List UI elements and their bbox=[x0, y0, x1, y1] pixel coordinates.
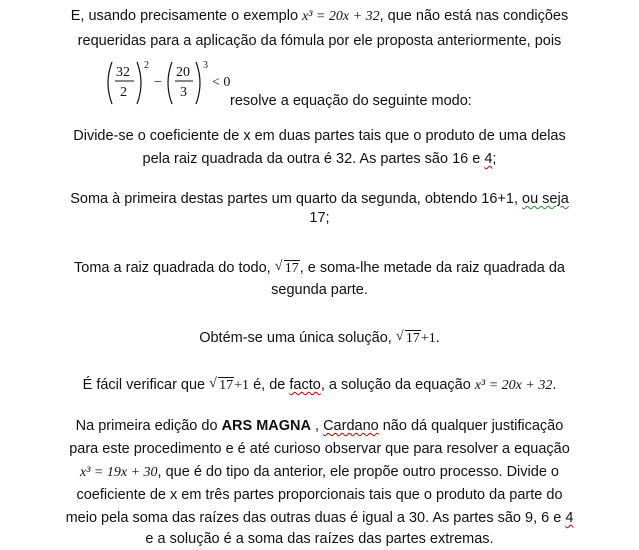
text: , que é do tipo da anterior, ele propõe outro processo. Divide o bbox=[157, 464, 559, 480]
para1-line2 bbox=[0, 151, 639, 168]
line-3 bbox=[230, 93, 472, 110]
para6-line4 bbox=[0, 487, 639, 504]
text: coeficiente de x em três partes proporcionais tais que o produto da parte do bbox=[76, 487, 563, 503]
text: é, de bbox=[253, 377, 286, 393]
den2: 3 bbox=[180, 85, 187, 100]
exp1: 2 bbox=[144, 60, 149, 71]
num2: 20 bbox=[176, 65, 190, 80]
ars-magna-title: ARS MAGNA bbox=[221, 418, 311, 434]
spell-flag-cardano: Cardano bbox=[323, 418, 379, 434]
text: requeridas para a aplicação da fómula por ele proposta anteriormente, pois bbox=[77, 33, 562, 49]
den1: 2 bbox=[120, 85, 127, 100]
text: ; bbox=[492, 151, 497, 167]
text: , que não está nas condições bbox=[379, 8, 569, 24]
spell-flag-4: 4 bbox=[565, 510, 574, 526]
para2-line1 bbox=[0, 191, 639, 208]
text: É fácil verificar que bbox=[82, 377, 206, 393]
text: , a solução da equação bbox=[320, 377, 471, 393]
para4-line bbox=[0, 330, 639, 347]
line-1 bbox=[0, 8, 639, 25]
equation-x3-20x-32: x³ = 20x + 32 bbox=[302, 9, 380, 24]
text: meio pela soma das raízes das outras duas é igual a 30. As partes são 9, 6 e bbox=[65, 510, 562, 526]
text: Na primeira edição do bbox=[75, 418, 218, 434]
para6-line6 bbox=[0, 531, 639, 548]
text: e a solução é a soma das raízes das partes extremas. bbox=[145, 531, 494, 547]
para6-line2 bbox=[0, 441, 639, 458]
para6-line3 bbox=[0, 464, 639, 481]
text: segunda parte. bbox=[271, 282, 368, 298]
text: . bbox=[435, 330, 440, 346]
exp2: 3 bbox=[203, 60, 208, 71]
para3-line1 bbox=[0, 260, 639, 277]
text: Toma a raiz quadrada do todo, bbox=[74, 260, 271, 276]
spell-flag-facto: facto bbox=[289, 377, 321, 393]
spell-flag-4: 4 bbox=[484, 151, 493, 167]
less-than-zero: < 0 bbox=[212, 75, 231, 90]
inequality-svg bbox=[104, 58, 234, 108]
num1: 32 bbox=[116, 65, 130, 80]
text: para este procedimento e é até curioso observar que para resolver a equação bbox=[69, 441, 570, 457]
sqrt-17: √ 17 bbox=[274, 259, 299, 276]
grammar-flag-ou-seja: ou seja bbox=[522, 191, 569, 207]
para6-line5 bbox=[0, 510, 639, 527]
sqrt-17: √ 17 bbox=[209, 376, 234, 393]
text: . bbox=[552, 377, 557, 393]
text: pela raiz quadrada da outra é 32. As partes são 16 e bbox=[142, 151, 481, 167]
para6-line1 bbox=[0, 418, 639, 435]
para5-line bbox=[0, 377, 639, 394]
text: , bbox=[315, 418, 320, 434]
plus-one: +1 bbox=[234, 378, 250, 393]
text: Obtém-se uma única solução, bbox=[199, 330, 392, 346]
para2-line2 bbox=[0, 210, 639, 227]
plus-one: +1 bbox=[420, 331, 436, 346]
equation-x3-20x-32: x³ = 20x + 32 bbox=[474, 378, 553, 393]
text: E, usando precisamente o exemplo bbox=[70, 8, 299, 24]
equation-x3-19x-30: x³ = 19x + 30 bbox=[80, 465, 158, 480]
sqrt-17: √ 17 bbox=[395, 329, 420, 346]
inequality-formula bbox=[104, 58, 234, 108]
text: resolve a equação do seguinte modo: bbox=[230, 93, 472, 109]
text: não dá qualquer justificação bbox=[382, 418, 564, 434]
text: 17; bbox=[309, 210, 330, 226]
text: Soma à primeira destas partes um quarto da segunda, obtendo 16+1, bbox=[70, 191, 518, 207]
text: , e soma-lhe metade da raiz quadrada da bbox=[299, 260, 565, 276]
para1-line1 bbox=[0, 128, 639, 145]
line-2 bbox=[0, 33, 639, 50]
text: Divide-se o coeficiente de x em duas partes tais que o produto de uma delas bbox=[73, 128, 566, 144]
minus-sign: − bbox=[154, 75, 162, 90]
para3-line2 bbox=[0, 282, 639, 299]
